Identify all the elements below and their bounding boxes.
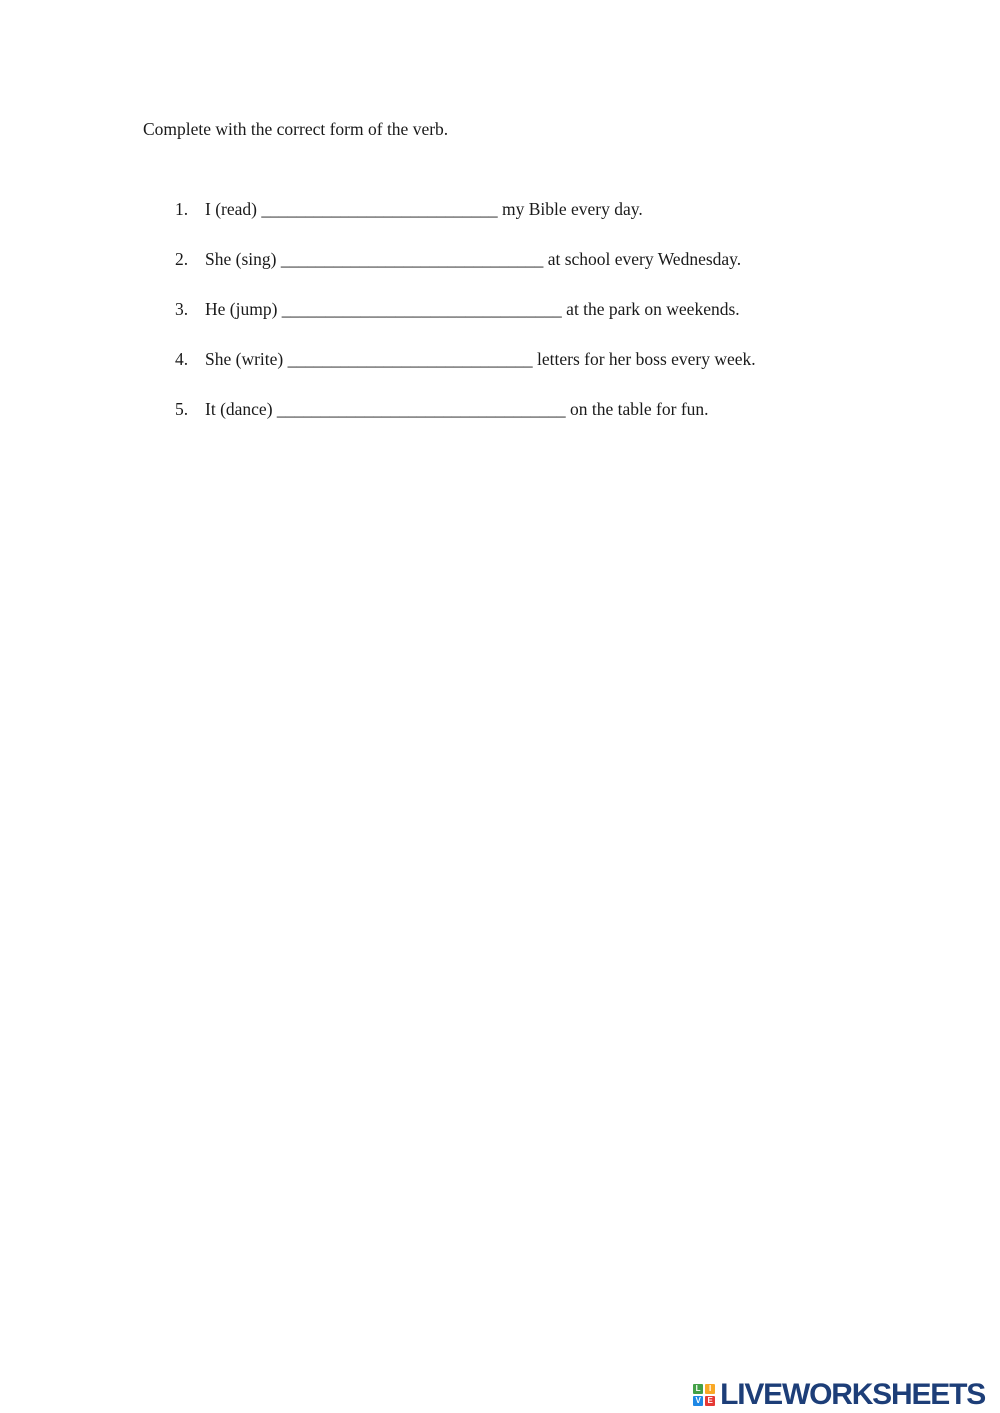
answer-blank-1[interactable]: ___________________________: [261, 199, 498, 219]
instructions-text: Complete with the correct form of the verb.: [143, 119, 449, 139]
item-number: 5.: [175, 399, 189, 419]
logo-square-i: I: [705, 1384, 715, 1394]
item-text-before: She (write): [205, 349, 288, 369]
exercise-item-5: [175, 399, 756, 421]
item-text-before: He (jump): [205, 299, 282, 319]
logo-square-e: E: [705, 1396, 715, 1406]
item-text-before: I (read): [205, 199, 262, 219]
answer-blank-4[interactable]: ____________________________: [287, 349, 533, 369]
liveworksheets-logo-icon: [693, 1384, 715, 1406]
liveworksheets-wordmark: LIVEWORKSHEETS: [720, 1378, 985, 1411]
answer-blank-5[interactable]: _________________________________: [276, 399, 566, 419]
answer-blank-3[interactable]: ________________________________: [281, 299, 562, 319]
exercise-item-3: [175, 299, 756, 321]
item-text-before: It (dance): [205, 399, 277, 419]
logo-square-l: L: [693, 1384, 703, 1394]
item-text-after: at the park on weekends.: [561, 299, 740, 319]
item-text-after: on the table for fun.: [565, 399, 709, 419]
item-number: 1.: [175, 199, 189, 219]
exercise-list: [175, 199, 756, 449]
item-text-after: at school every Wednesday.: [543, 249, 742, 269]
item-number: 4.: [175, 349, 189, 369]
logo-square-v: V: [693, 1396, 703, 1406]
item-text-after: my Bible every day.: [497, 199, 643, 219]
liveworksheets-logo: [693, 1380, 985, 1410]
exercise-item-4: [175, 349, 756, 371]
item-text-after: letters for her boss every week.: [532, 349, 756, 369]
item-number: 2.: [175, 249, 189, 269]
item-number: 3.: [175, 299, 189, 319]
answer-blank-2[interactable]: ______________________________: [280, 249, 544, 269]
item-text-before: She (sing): [205, 249, 281, 269]
exercise-item-2: [175, 249, 756, 271]
exercise-item-1: [175, 199, 756, 221]
